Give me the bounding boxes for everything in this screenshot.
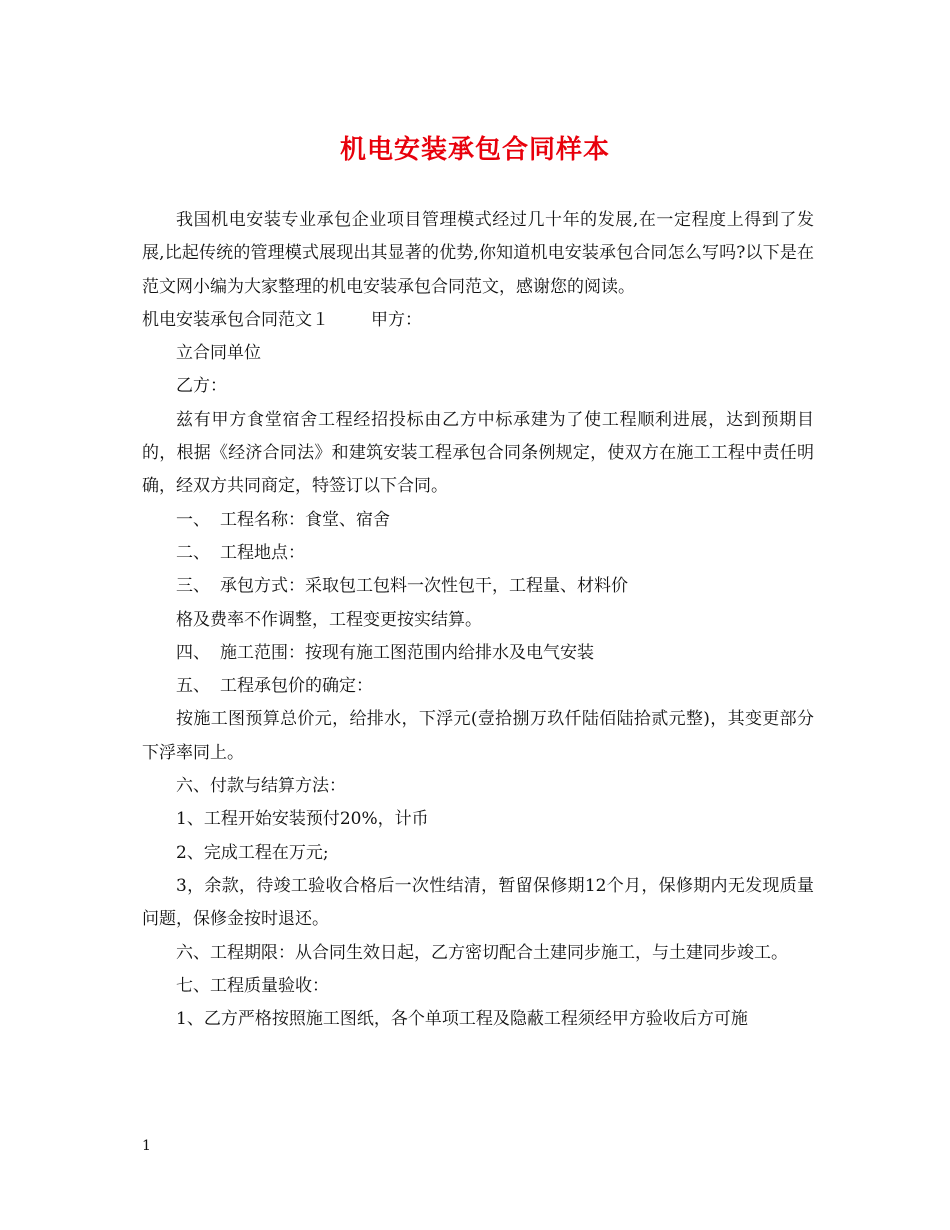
clause-quality-acceptance: 七、工程质量验收：: [176, 975, 329, 996]
clause-project-location: [142, 537, 814, 570]
sample-heading: 机电安装承包合同范文１: [142, 309, 329, 330]
clause-payment: 六、付款与结算方法：: [176, 776, 346, 797]
clause-text: 工程承包价的确定：: [220, 676, 373, 697]
intro-paragraph: 我国机电安装专业承包企业项目管理模式经过几十年的发展,在一定程度上得到了发展,比起传统的管理模式展现出其显著的优势,你知道机电安装承包合同怎么写吗?以下是在范文网小编为大家整理的机电安装承包合同范文，感谢您的阅读。: [142, 210, 814, 297]
payment-item-3: 3，余款，待竣工验收合格后一次性结清，暂留保修期12个月，保修期内无发现质量问题，保修金按时退还。: [142, 875, 814, 930]
clause-project-name: [142, 504, 814, 537]
clause-number: 四、: [176, 642, 210, 663]
document-title: 机电安装承包合同样本: [339, 135, 610, 165]
clause-number: 三、: [176, 576, 210, 597]
payment-item-2: 2、完成工程在万元;: [176, 842, 329, 863]
contract-unit: 立合同单位: [176, 343, 261, 364]
party-a-label: 甲方：: [371, 309, 422, 330]
document-body: [142, 204, 814, 1036]
clause-contract-method: [142, 570, 814, 603]
clause-contract-price: [142, 670, 814, 703]
payment-item-1: 1、工程开始安装预付20%，计币: [176, 809, 429, 830]
clause-text: 工程地点：: [220, 542, 305, 563]
clause-number: 二、: [176, 542, 210, 563]
clause-text: 工程名称：食堂、宿舍: [220, 509, 390, 530]
clause-number: 一、: [176, 509, 210, 530]
clause-contract-method-cont: 格及费率不作调整，工程变更按实结算。: [176, 609, 482, 630]
preamble-paragraph: 兹有甲方食堂宿舍工程经招投标由乙方中标承建为了使工程顺利进展，达到预期目的，根据《经济合同法》和建筑安装工程承包合同条例规定，使双方在施工工程中责任明确，经双方共同商定，特签订以下合同。: [142, 409, 814, 497]
clause-construction-scope: [142, 637, 814, 670]
sample-heading-line: [142, 304, 814, 337]
clause-text: 施工范围：按现有施工图范围内给排水及电气安装: [220, 642, 594, 663]
clause-text: 承包方式：采取包工包料一次性包干，工程量、材料价: [220, 576, 628, 597]
price-paragraph: 按施工图预算总价元，给排水，下浮元(壹拾捌万玖仟陆佰陆拾贰元整)，其变更部分下浮率同上。: [142, 709, 814, 763]
page-number: 1: [142, 1138, 151, 1154]
quality-item-1: 1、乙方严格按照施工图纸，各个单项工程及隐蔽工程须经甲方验收后方可施: [176, 1009, 748, 1030]
clause-number: 五、: [176, 676, 210, 697]
party-b-label: 乙方：: [176, 376, 227, 397]
clause-project-period: 六、工程期限：从合同生效日起，乙方密切配合土建同步施工，与土建同步竣工。: [176, 942, 788, 963]
